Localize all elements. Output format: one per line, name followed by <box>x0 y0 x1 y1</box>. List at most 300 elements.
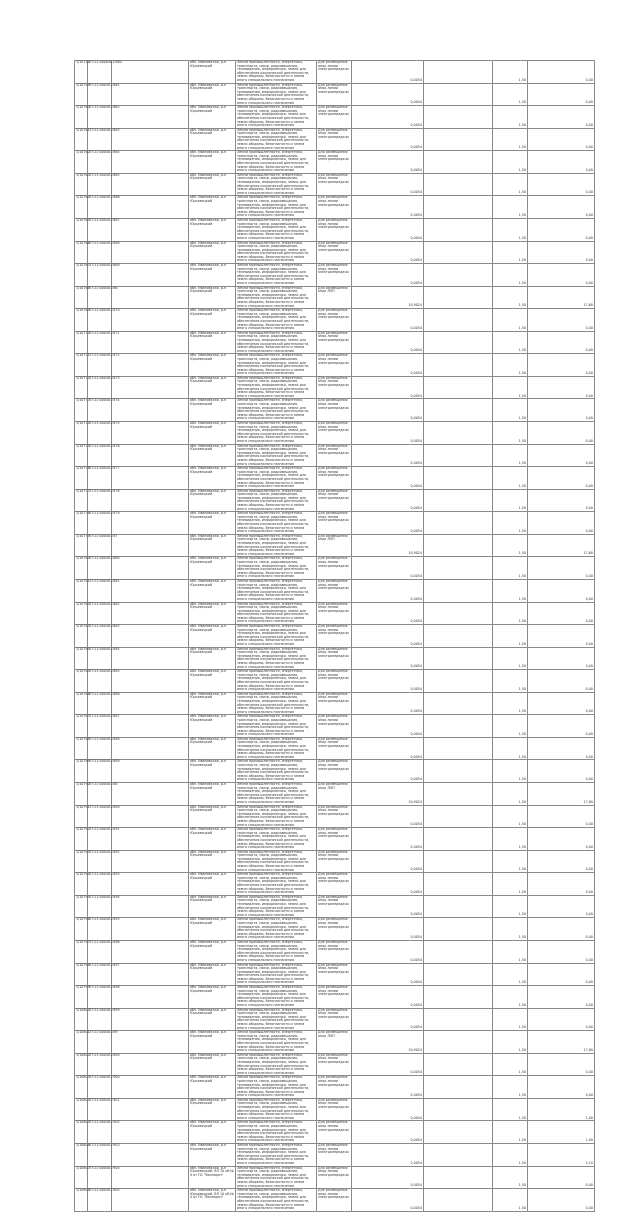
rate-cell <box>493 940 528 963</box>
address-cell <box>189 128 236 151</box>
cadastral-number-cell <box>88 782 118 806</box>
permitted-use-cell <box>317 196 352 219</box>
cadastral-number-text: 37:22:000401:878 <box>89 488 120 493</box>
cadastral-number-cell <box>88 714 120 738</box>
land-category-cell <box>236 83 317 106</box>
address-text: обл. Ивановская, р-н Юрьевецкий <box>190 556 227 564</box>
land-category-cell <box>236 444 317 467</box>
permitted-use-text: Для размещения опор линии электропередачи <box>318 488 349 500</box>
amount-cell <box>528 1031 595 1054</box>
cadastral-number-text: 37:22:000401:881 <box>89 578 120 583</box>
rate-text: 1,50 <box>518 596 526 601</box>
row-number-cell <box>75 1053 88 1076</box>
empty-cell <box>112 218 189 241</box>
area-cell <box>352 151 424 174</box>
permitted-use-cell <box>317 557 352 580</box>
land-category-cell <box>236 489 317 512</box>
row-number-text: 1/10771 <box>76 353 90 358</box>
amount-text: 1,00 <box>585 1138 593 1143</box>
amount-cell <box>528 963 595 986</box>
amount-text: 0,00 <box>585 190 593 195</box>
row-number-text: 1/10762 <box>76 150 90 155</box>
cadastral-number-text: 37:22:000401:886 <box>89 691 120 696</box>
rate-cell <box>493 557 528 580</box>
row-number-text: 1/10775 <box>76 443 90 448</box>
table-row <box>75 647 595 670</box>
row-number-cell <box>75 692 88 715</box>
rate-cell <box>493 309 528 332</box>
empty-cell <box>424 218 493 241</box>
permitted-use-text: Для размещения опор ЛЭП <box>318 782 348 790</box>
cadastral-number-text: 37:22:000401:866 <box>89 195 120 200</box>
address-text: обл. Ивановская, р-н Юрьевецкий <box>190 308 227 316</box>
permitted-use-cell <box>317 1053 352 1076</box>
rate-cell <box>493 467 528 490</box>
amount-cell <box>528 106 595 129</box>
row-number-cell <box>75 422 88 445</box>
rate-cell <box>493 241 528 264</box>
row-number-text: 1/10777 <box>76 488 90 493</box>
empty-cell <box>424 173 493 196</box>
rate-text: 1,50 <box>518 619 526 624</box>
rate-cell <box>493 1144 528 1167</box>
rate-cell <box>493 422 528 445</box>
cadastral-number-cell <box>88 421 120 445</box>
table-row <box>75 783 595 806</box>
empty-cell <box>424 1076 493 1099</box>
area-cell <box>352 399 424 422</box>
area-text: 0,0054 <box>410 393 422 398</box>
address-cell <box>189 1098 236 1121</box>
cadastral-number-text: 37:22:000401:867 <box>89 217 120 222</box>
land-category-text: Земли промышленности, энергетики, транспорта, связи, радиовещания, телевидения, информатики, земли для обеспечения космической деятельности, земли обороны, безопасности и земли иного специального назначения <box>237 1165 310 1188</box>
cadastral-number-text: 37:22:000401:896 <box>89 939 120 944</box>
permitted-use-cell <box>317 264 352 287</box>
rate-text: 1,50 <box>518 1205 526 1210</box>
row-number-cell <box>75 715 88 738</box>
rate-cell <box>493 737 528 760</box>
address-text: обл. Ивановская, р-н Юрьевецкий, ВЛ 10 кВ № 4 от ПС "Волнорез" <box>190 1188 234 1200</box>
land-category-cell <box>236 692 317 715</box>
amount-cell <box>528 760 595 783</box>
permitted-use-text: Для размещения опор линии электропередачи <box>318 421 349 433</box>
cadastral-number-text: 37:22:000401:902 <box>89 1120 120 1125</box>
permitted-use-text: Для размещения опор линии электропередачи <box>318 1052 349 1064</box>
row-number-cell <box>75 940 88 963</box>
land-category-cell <box>236 399 317 422</box>
row-number-text: 1/10760 <box>76 105 90 110</box>
row-number-text: 1/10770 <box>76 330 90 335</box>
address-text: обл. Ивановская, р-н Юрьевецкий <box>190 195 227 203</box>
empty-cell <box>112 783 189 806</box>
area-cell <box>352 940 424 963</box>
table-row <box>75 737 595 760</box>
amount-cell <box>528 422 595 445</box>
address-text: обл. Ивановская, р-н Юрьевецкий <box>190 736 227 745</box>
amount-cell <box>528 1008 595 1031</box>
permitted-use-cell <box>317 1189 352 1212</box>
amount-cell <box>528 557 595 580</box>
land-category-text: Земли промышленности, энергетики, транспорта, связи, радиовещания, телевидения, информатики, земли для обеспечения космической деятельности, земли обороны, безопасности и земли иного специального назначения <box>237 398 310 421</box>
area-cell <box>352 918 424 941</box>
area-cell <box>352 1144 424 1167</box>
table-row <box>75 715 595 738</box>
address-text: обл. Ивановская, р-н Юрьевецкий <box>190 172 227 181</box>
permitted-use-text: Для размещения опор линии электропередачи <box>318 127 349 139</box>
empty-cell <box>112 760 189 783</box>
permitted-use-cell <box>317 918 352 941</box>
permitted-use-text: Для размещения опор линии электропередачи <box>318 804 349 816</box>
empty-cell <box>112 399 189 422</box>
cadastral-number-text: 37:22:000401:892 <box>89 849 120 854</box>
amount-cell <box>528 1098 595 1121</box>
rate-text: 1,50 <box>518 167 526 172</box>
cadastral-number-cell <box>88 691 120 715</box>
area-text: 0,0054 <box>410 935 422 940</box>
row-number-text: 1/10780 <box>76 556 90 561</box>
rate-cell <box>493 106 528 129</box>
table-row <box>75 1121 595 1144</box>
rate-cell <box>493 692 528 715</box>
amount-text: 0,00 <box>585 1002 593 1007</box>
cadastral-number-cell <box>88 601 120 625</box>
empty-cell <box>112 918 189 941</box>
permitted-use-text: Для размещения опор линии электропередачи <box>318 1188 349 1200</box>
address-text: обл. Ивановская, р-н Юрьевецкий <box>190 217 227 226</box>
cadastral-number-text: 37:22:000401:875 <box>89 421 120 425</box>
address-text: обл. Ивановская, р-н Юрьевецкий <box>190 466 227 474</box>
address-cell <box>189 1189 236 1212</box>
amount-cell <box>528 625 595 648</box>
cadastral-number-cell <box>88 1030 118 1054</box>
row-number-cell <box>75 331 88 354</box>
row-number-text: 1/10808 <box>76 1188 90 1193</box>
permitted-use-cell <box>317 309 352 332</box>
cadastral-number-cell <box>88 759 120 783</box>
cadastral-number-text: 37:22:000401:904 <box>89 1165 120 1170</box>
rate-text: 1,50 <box>518 957 526 962</box>
address-text: обл. Ивановская, р-н Юрьевецкий <box>190 1075 227 1083</box>
rate-text: 1,50 <box>518 416 526 421</box>
empty-cell <box>112 850 189 873</box>
land-category-text: Земли промышленности, энергетики, транспорта, связи, радиовещания, телевидения, информатики, земли для обеспечения космической деятельности, земли обороны, безопасности и земли иного специального назначения <box>237 353 310 376</box>
address-cell <box>189 805 236 828</box>
cadastral-number-text: 37:22:000401:905 <box>89 1188 120 1193</box>
empty-cell <box>112 331 189 354</box>
amount-text: 0,00 <box>585 1070 593 1075</box>
permitted-use-text: Для размещения опор линии электропередачи <box>318 917 349 929</box>
rate-text: 1,50 <box>518 889 526 894</box>
cadastral-number-cell <box>88 1188 120 1212</box>
land-category-text: Земли промышленности, энергетики, транспорта, связи, радиовещания, телевидения, информатики, земли для обеспечения космической деятельности, земли обороны, безопасности и земли иного специального назначения <box>237 240 310 263</box>
land-category-text: Земли промышленности, энергетики, транспорта, связи, радиовещания, телевидения, информатики, земли для обеспечения космической деятельности, земли обороны, безопасности и земли иного специального назначения <box>237 466 310 489</box>
row-number-cell <box>75 625 88 648</box>
cadastral-number-cell <box>88 172 120 196</box>
address-cell <box>189 1053 236 1076</box>
rate-text: 1,50 <box>518 438 526 443</box>
permitted-use-cell <box>317 467 352 490</box>
address-text: обл. Ивановская, р-н Юрьевецкий <box>190 330 227 339</box>
row-number-text: 1/10791 <box>76 804 90 809</box>
row-number-text: 1/10806 <box>76 1143 90 1147</box>
row-number-text: 1/10783 <box>76 624 90 629</box>
amount-text: 0,00 <box>585 1092 593 1097</box>
land-category-cell <box>236 670 317 693</box>
land-category-cell <box>236 218 317 241</box>
rate-cell <box>493 670 528 693</box>
land-category-cell <box>236 264 317 287</box>
empty-cell <box>112 1144 189 1167</box>
amount-cell <box>528 692 595 715</box>
row-number-text: 1/10759 <box>76 82 90 87</box>
row-number-text: 1/10805 <box>76 1120 90 1125</box>
rate-cell <box>493 963 528 986</box>
amount-cell <box>528 737 595 760</box>
table-row <box>75 760 595 783</box>
land-category-text: Земли промышленности, энергетики, транспорта, связи, радиовещания, телевидения, информатики, земли для обеспечения космической деятельности, земли обороны, безопасности и земли иного специального назначения <box>237 669 310 692</box>
cadastral-number-cell <box>88 82 120 106</box>
rate-cell <box>493 1166 528 1189</box>
table-row <box>75 354 595 377</box>
land-category-cell <box>236 783 317 806</box>
cadastral-number-text: 37:22:000401:873 <box>89 375 120 380</box>
permitted-use-cell <box>317 151 352 174</box>
area-cell <box>352 422 424 445</box>
table-row <box>75 512 595 535</box>
land-category-cell <box>236 895 317 918</box>
amount-cell <box>528 1053 595 1076</box>
amount-cell <box>528 399 595 422</box>
address-cell <box>189 602 236 625</box>
empty-cell <box>424 670 493 693</box>
permitted-use-cell <box>317 670 352 693</box>
rate-text: 1,50 <box>518 867 526 872</box>
empty-cell <box>424 489 493 512</box>
land-category-cell <box>236 828 317 851</box>
address-text: обл. Ивановская, р-н Юрьевецкий <box>190 263 227 271</box>
area-text: 0,0054 <box>410 1070 422 1075</box>
cadastral-number-cell <box>88 466 120 490</box>
address-text: обл. Ивановская, р-н Юрьевецкий <box>190 105 227 113</box>
land-category-cell <box>236 963 317 986</box>
amount-cell <box>528 309 595 332</box>
cadastral-number-text: 37:22:000401:868 <box>89 240 120 245</box>
row-number-text: 1/10807 <box>76 1165 90 1170</box>
area-cell <box>352 783 424 806</box>
land-category-text: Земли промышленности, энергетики, транспорта, связи, радиовещания, телевидения, информатики, земли для обеспечения космической деятельности, земли обороны, безопасности и земли иного специального назначения <box>237 624 310 647</box>
rate-text: 1,50 <box>518 393 526 398</box>
address-text: обл. Ивановская, р-н Юрьевецкий <box>190 60 227 68</box>
permitted-use-cell <box>317 1076 352 1099</box>
permitted-use-cell <box>317 218 352 241</box>
row-number-text: 1/10774 <box>76 421 90 425</box>
permitted-use-text: Для размещения опор линии электропередачи <box>318 669 349 681</box>
land-category-cell <box>236 918 317 941</box>
permitted-use-cell <box>317 354 352 377</box>
permitted-use-cell <box>317 241 352 264</box>
table-row <box>75 264 595 287</box>
rate-text: 1,50 <box>518 348 526 353</box>
empty-cell <box>112 579 189 602</box>
land-category-text: Земли промышленности, энергетики, транспорта, связи, радиовещания, телевидения, информатики, земли для обеспечения космической деятельности, земли обороны, безопасности и земли иного специального назначения <box>237 1030 310 1053</box>
address-cell <box>189 670 236 693</box>
amount-cell <box>528 602 595 625</box>
rate-cell <box>493 354 528 377</box>
area-text: 0,0054 <box>410 912 422 917</box>
amount-text: 0,00 <box>585 213 593 218</box>
area-cell <box>352 1053 424 1076</box>
area-cell <box>352 196 424 219</box>
land-category-text: Земли промышленности, энергетики, транспорта, связи, радиовещания, телевидения, информатики, земли для обеспечения космической деятельности, земли обороны, безопасности и земли иного специального назначения <box>237 1097 310 1120</box>
land-category-text: Земли промышленности, энергетики, транспорта, связи, радиовещания, телевидения, информатики, земли для обеспечения космической деятельности, земли обороны, безопасности и земли иного специального назначения <box>237 172 310 195</box>
area-text: 0,0054 <box>410 686 422 691</box>
area-text: 10,9024 <box>408 551 422 556</box>
permitted-use-text: Для размещения опор линии электропередачи <box>318 466 349 478</box>
land-category-text: Земли промышленности, энергетики, транспорта, связи, радиовещания, телевидения, информатики, земли для обеспечения космической деятельности, земли обороны, безопасности и земли иного специального назначения <box>237 872 310 895</box>
area-cell <box>352 512 424 535</box>
area-cell <box>352 850 424 873</box>
amount-cell <box>528 218 595 241</box>
amount-cell <box>528 376 595 399</box>
area-text: 0,0054 <box>410 980 422 985</box>
area-cell <box>352 467 424 490</box>
area-text: 0,0054 <box>410 709 422 714</box>
address-text: обл. Ивановская, р-н Юрьевецкий <box>190 533 227 542</box>
amount-text: 0,00 <box>585 754 593 759</box>
rate-cell <box>493 828 528 851</box>
land-category-text: Земли промышленности, энергетики, транспорта, связи, радиовещания, телевидения, информатики, земли для обеспечения космической деятельности, земли обороны, безопасности и земли иного специального назначения <box>237 82 310 105</box>
row-number-cell <box>75 1121 88 1144</box>
area-text: 0,0054 <box>410 1002 422 1007</box>
cadastral-number-text: 37:22:000401:876 <box>89 443 120 448</box>
address-cell <box>189 579 236 602</box>
cadastral-number-cell <box>88 285 118 309</box>
permitted-use-text: Для размещения опор линии электропередачи <box>318 82 349 94</box>
rate-cell <box>493 489 528 512</box>
cadastral-number-text: 37:22:000401:900 <box>89 1075 120 1080</box>
permitted-use-cell <box>317 1144 352 1167</box>
area-text: 0,0054 <box>410 1092 422 1097</box>
rate-cell <box>493 1076 528 1099</box>
amount-text: 0,00 <box>585 348 593 353</box>
empty-cell <box>112 895 189 918</box>
amount-text: 0,00 <box>585 619 593 624</box>
rate-text: 1,50 <box>518 145 526 150</box>
land-category-text: Земли промышленности, энергетики, транспорта, связи, радиовещания, телевидения, информатики, земли для обеспечения космической деятельности, земли обороны, безопасности и земли иного специального назначения <box>237 1007 310 1030</box>
address-text: обл. Ивановская, р-н Юрьевецкий <box>190 601 227 610</box>
rate-cell <box>493 1189 528 1212</box>
address-text: обл. Ивановская, р-н Юрьевецкий <box>190 1030 227 1038</box>
rate-text: 1,50 <box>518 799 526 804</box>
land-category-text: Земли промышленности, энергетики, транспорта, связи, радиовещания, телевидения, информатики, земли для обеспечения космической деятельности, земли обороны, безопасности и земли иного специального назначения <box>237 1075 310 1098</box>
rate-text: 1,50 <box>518 325 526 330</box>
empty-cell <box>112 963 189 986</box>
land-category-text: Земли промышленности, энергетики, транспорта, связи, радиовещания, телевидения, информатики, земли для обеспечения космической деятельности, земли обороны, безопасности и земли иного специального назначения <box>237 511 310 534</box>
cadastral-number-text: 37:22:000401:863 <box>89 127 120 132</box>
address-text: обл. Ивановская, р-н Юрьевецкий <box>190 917 227 925</box>
area-text: 0,0054 <box>410 1025 422 1030</box>
area-cell <box>352 218 424 241</box>
row-number-cell <box>75 805 88 828</box>
empty-cell <box>112 1166 189 1189</box>
permitted-use-cell <box>317 1166 352 1189</box>
rate-text: 1,50 <box>518 709 526 714</box>
area-text: 0,0054 <box>410 348 422 353</box>
table-row <box>75 579 595 602</box>
area-cell <box>352 444 424 467</box>
row-number-cell <box>75 783 88 806</box>
row-number-cell <box>75 873 88 896</box>
rate-text: 1,50 <box>518 528 526 533</box>
area-text: 0,0054 <box>410 506 422 511</box>
rate-cell <box>493 286 528 309</box>
address-text: обл. Ивановская, р-н Юрьевецкий <box>190 511 227 519</box>
address-cell <box>189 918 236 941</box>
empty-cell <box>112 805 189 828</box>
cadastral-number-text: 37:22:000401:903 <box>89 1143 120 1147</box>
amount-text: 0,00 <box>585 935 593 940</box>
land-category-cell <box>236 1053 317 1076</box>
empty-cell <box>112 376 189 399</box>
address-cell <box>189 264 236 287</box>
permitted-use-cell <box>317 963 352 986</box>
row-number-cell <box>75 602 88 625</box>
table-row <box>75 196 595 219</box>
cadastral-number-text: 37:22:000401:865 <box>89 172 120 177</box>
area-text: 0,0054 <box>410 1205 422 1210</box>
area-text: 0,0054 <box>410 664 422 669</box>
permitted-use-cell <box>317 850 352 873</box>
cadastral-number-cell <box>88 533 118 557</box>
permitted-use-text: Для размещения опор линии электропередачи <box>318 1097 349 1110</box>
area-cell <box>352 128 424 151</box>
row-number-cell <box>75 1144 88 1167</box>
address-cell <box>189 1076 236 1099</box>
cadastral-number-text: 37:22:000401:86 <box>89 285 118 290</box>
address-cell <box>189 534 236 557</box>
amount-cell <box>528 128 595 151</box>
empty-cell <box>424 1166 493 1189</box>
cadastral-number-text: 37:22:000401:874 <box>89 398 120 403</box>
table-row <box>75 692 595 715</box>
area-text: 0,0054 <box>410 122 422 127</box>
empty-cell <box>112 467 189 490</box>
empty-cell <box>112 512 189 535</box>
cadastral-number-cell <box>88 962 120 986</box>
rate-text: 1,50 <box>518 1183 526 1188</box>
cadastral-number-text: 37:22:000401:870 <box>89 308 120 313</box>
land-category-text: Земли промышленности, энергетики, транспорта, связи, радиовещания, телевидения, информатики, земли для обеспечения космической деятельности, земли обороны, безопасности и земли иного специального назначения <box>237 714 310 737</box>
table-row <box>75 128 595 151</box>
cadastral-number-text: 37:22:000401:894 <box>89 894 120 899</box>
row-number-cell <box>75 61 88 84</box>
land-category-text: Земли промышленности, энергетики, транспорта, связи, радиовещания, телевидения, информатики, земли для обеспечения космической деятельности, земли обороны, безопасности и земли иного специального назначения <box>237 533 310 556</box>
land-category-cell <box>236 286 317 309</box>
rate-text: 1,50 <box>518 551 526 556</box>
table-row <box>75 625 595 648</box>
amount-cell <box>528 670 595 693</box>
address-cell <box>189 151 236 174</box>
row-number-text: 1/10767 <box>76 263 90 268</box>
area-text: 0,0054 <box>410 844 422 849</box>
rate-text: 1,50 <box>518 1047 526 1052</box>
row-number-text: 1/10773 <box>76 398 90 403</box>
address-cell <box>189 647 236 670</box>
land-category-text: Земли промышленности, энергетики, транспорта, связи, радиовещания, телевидения, информатики, земли для обеспечения космической деятельности, земли обороны, безопасности и земли иного специального назначения <box>237 60 310 82</box>
empty-cell <box>424 828 493 851</box>
permitted-use-cell <box>317 512 352 535</box>
cadastral-number-cell <box>88 1143 120 1167</box>
